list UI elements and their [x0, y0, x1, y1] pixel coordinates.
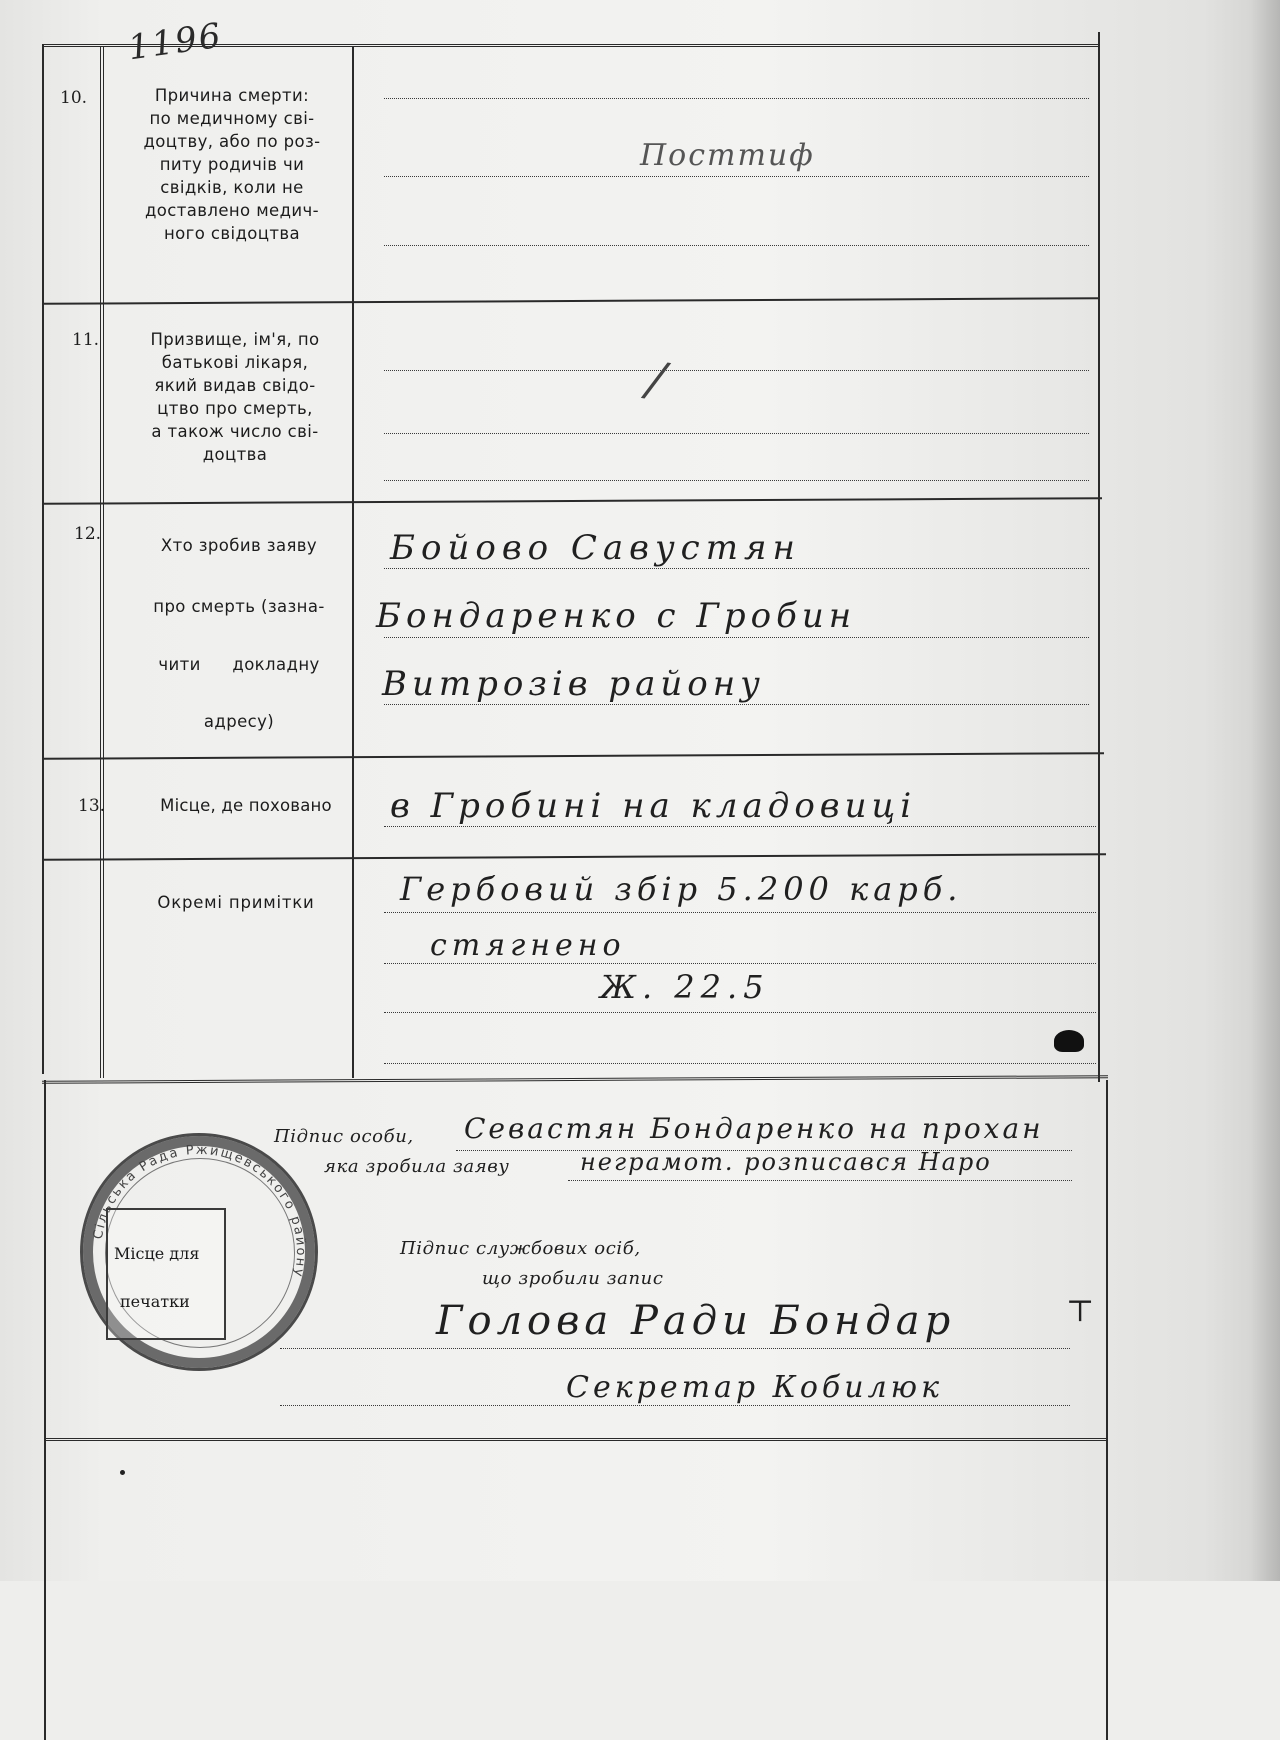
row-divider-11-12: [42, 497, 1102, 505]
row-label: адресу): [203, 712, 275, 731]
signature-line: [568, 1180, 1072, 1181]
entry-handwriting: /: [643, 350, 671, 410]
applicant-signature: неграмот. розписався Наро: [580, 1148, 992, 1176]
row-divider-12-13: [42, 752, 1104, 760]
label-column-divider: [352, 46, 354, 1078]
entry-line: [384, 176, 1089, 177]
entry-line: [384, 1012, 1096, 1013]
row-divider-10-11: [42, 297, 1100, 305]
signature-flourish: ⊤: [1066, 1294, 1097, 1329]
ink-blot: [1054, 1030, 1084, 1052]
row-label: Місце, де поховано: [160, 796, 332, 815]
entry-handwriting: Бондаренко с Гробин: [376, 596, 857, 636]
signature-block-right-line: [1106, 1080, 1108, 1740]
entry-line: [384, 433, 1089, 434]
entry-handwriting: Бойово Савустян: [390, 528, 801, 568]
row-divider-13-notes: [42, 853, 1106, 861]
frame-right-line: [1098, 32, 1100, 1082]
row-label: Причина смерти: по медичному сві- доцтву, або по роз- питу родичів чи свідків, коли не доставлено медич- ного свідоцтва: [143, 86, 321, 243]
row-number: 12.: [74, 524, 102, 544]
entry-handwriting: Ж. 22.5: [600, 968, 770, 1006]
officials-signature: Секретар Кобилюк: [566, 1370, 943, 1405]
entry-handwriting: Посттиф: [640, 138, 815, 173]
row-label: про смерть (зазна-: [153, 597, 325, 616]
entry-line: [384, 98, 1089, 99]
entry-line: [384, 1063, 1096, 1064]
signature-block-left-line: [44, 1080, 46, 1740]
entry-handwriting: Витрозів району: [382, 664, 765, 704]
stamp-box-label: Місце для: [114, 1244, 200, 1263]
stamp-box-label: печатки: [120, 1292, 190, 1311]
signature-line: [280, 1348, 1070, 1349]
entry-line: [384, 370, 1089, 371]
entry-handwriting: стягнено: [430, 928, 626, 963]
row-label: Хто зробив заяву: [160, 536, 318, 555]
entry-line: [384, 637, 1089, 638]
signature-block-bottom-line: [44, 1438, 1108, 1441]
entry-line: [384, 480, 1089, 481]
page-number-mark: 1196: [125, 15, 225, 69]
frame-top-line: [42, 44, 1100, 47]
row-number: 11.: [72, 330, 100, 350]
row-number: 10.: [60, 88, 88, 108]
applicant-signature-label: Підпис особи,: [274, 1126, 414, 1147]
row-label: Призвище, ім'я, по батькові лікаря, який видав свідо- цтво про смерть, а також число сві- доцтва: [150, 330, 320, 464]
svg-text:Сільська Рада Ржищевського рай: Сільська Рада Ржищевського району: [90, 1142, 309, 1280]
entry-line: [384, 568, 1089, 569]
entry-line: [384, 245, 1089, 246]
page-edge-shadow: [1250, 0, 1280, 1581]
stamp-placeholder-box: [106, 1208, 226, 1340]
entry-line: [384, 963, 1096, 964]
applicant-signature-label: яка зробила заяву: [324, 1156, 510, 1177]
entry-line: [384, 704, 1089, 705]
row-label: чити докладну: [158, 655, 320, 674]
row-label: Окремі примітки: [157, 893, 315, 912]
officials-signature-label: Підпис службових осіб,: [400, 1238, 641, 1259]
number-column-divider: [100, 46, 104, 1078]
entry-line: [384, 826, 1096, 827]
entry-handwriting: в Гробині на кладовиці: [390, 786, 917, 826]
entry-line: [384, 912, 1096, 913]
applicant-signature: Севастян Бондаренко на прохан: [464, 1112, 1044, 1145]
officials-signature-label: що зробили запис: [482, 1268, 664, 1289]
frame-left-line: [42, 44, 44, 1074]
entry-handwriting: Гербовий збір 5.200 карб.: [400, 870, 963, 908]
stray-dot: [120, 1470, 125, 1475]
table-bottom-line: [42, 1075, 1108, 1084]
officials-signature: Голова Ради Бондар: [436, 1298, 956, 1344]
row-number: 13.: [78, 796, 106, 816]
signature-line: [280, 1405, 1070, 1406]
